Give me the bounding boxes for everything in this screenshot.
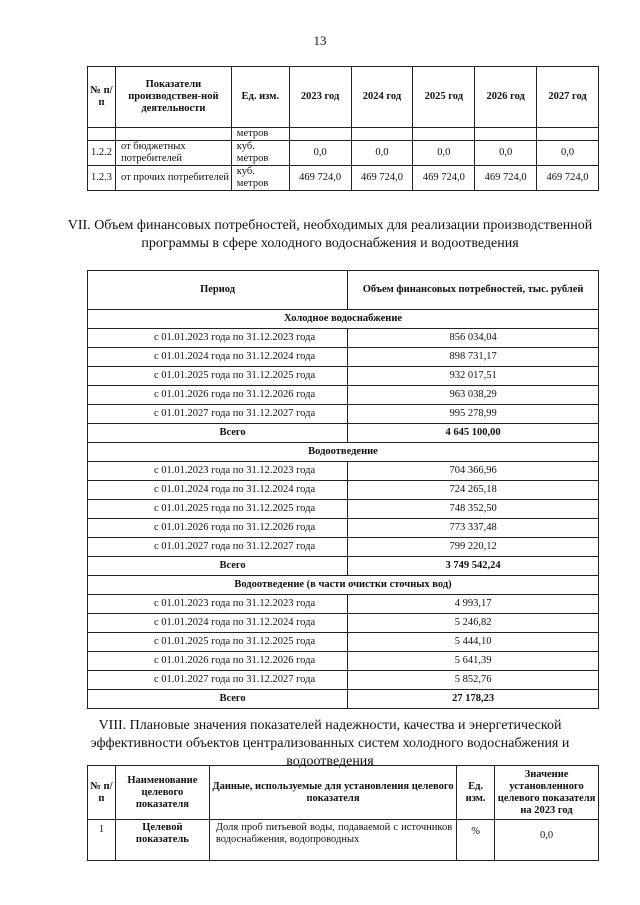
period-cell: с 01.01.2027 года по 31.12.2027 года — [88, 405, 348, 424]
row-num: 1.2.2 — [88, 141, 116, 166]
period-cell: с 01.01.2023 года по 31.12.2023 года — [88, 595, 348, 614]
table-row — [88, 141, 599, 166]
table-row — [88, 595, 599, 614]
group-title: Водоотведение — [88, 443, 599, 462]
total-label: Всего — [88, 690, 348, 709]
group-title: Холодное водоснабжение — [88, 310, 599, 329]
table-row — [88, 538, 599, 557]
table-row — [88, 671, 599, 690]
row-name: от бюджетных потребителей — [115, 141, 231, 166]
table-row — [88, 462, 599, 481]
table-row — [88, 405, 599, 424]
table-row — [88, 519, 599, 538]
table-row — [88, 386, 599, 405]
header-year-2024: 2024 год — [351, 67, 413, 128]
period-cell: с 01.01.2025 года по 31.12.2025 года — [88, 367, 348, 386]
header-target-value: Значение установленного целевого показателя на 2023 год — [495, 766, 599, 820]
section-7-title: VII. Объем финансовых потребностей, необходимых для реализации производственной программы в сфере холодного водоснабжения и водоотведения — [67, 218, 593, 251]
value-cell: 856 034,04 — [348, 329, 599, 348]
row-name: Целевой показатель — [115, 820, 209, 861]
row-description: Доля проб питьевой воды, подаваемой с источников водоснабжения, водопроводных — [209, 820, 456, 861]
header-financial-volume: Объем финансовых потребностей, тыс. рублей — [348, 271, 599, 310]
unit-cell: % — [457, 820, 495, 861]
value-cell: 469 724,0 — [475, 166, 537, 191]
header-period: Период — [88, 271, 348, 310]
production-indicators-table — [87, 66, 599, 191]
table-row — [88, 633, 599, 652]
total-row — [88, 424, 599, 443]
header-unit: Ед. изм. — [231, 67, 289, 128]
header-num: № п/п — [88, 766, 116, 820]
value-cell: 773 337,48 — [348, 519, 599, 538]
value-cell: 5 641,39 — [348, 652, 599, 671]
table-row — [88, 500, 599, 519]
total-value: 3 749 542,24 — [348, 557, 599, 576]
header-year-2026: 2026 год — [475, 67, 537, 128]
value-cell: 0,0 — [413, 141, 475, 166]
period-cell: с 01.01.2024 года по 31.12.2024 года — [88, 614, 348, 633]
header-year-2025: 2025 год — [413, 67, 475, 128]
header-indicator-name: Наименование целевого показателя — [115, 766, 209, 820]
value-cell: 799 220,12 — [348, 538, 599, 557]
target-indicators-table — [87, 765, 599, 861]
total-value: 4 645 100,00 — [348, 424, 599, 443]
header-indicator: Показатели производствен-ной деятельности — [115, 67, 231, 128]
section-row — [88, 310, 599, 329]
value-cell: 963 038,29 — [348, 386, 599, 405]
value-cell: 995 278,99 — [348, 405, 599, 424]
period-cell: с 01.01.2026 года по 31.12.2026 года — [88, 386, 348, 405]
header-num: № п/п — [88, 67, 116, 128]
total-row — [88, 557, 599, 576]
period-cell: с 01.01.2026 года по 31.12.2026 года — [88, 519, 348, 538]
table-row — [88, 329, 599, 348]
group-title: Водоотведение (в части очистки сточных вод) — [88, 576, 599, 595]
unit-cell: куб. метров — [231, 166, 289, 191]
header-unit: Ед. изм. — [457, 766, 495, 820]
value-cell: 0,0 — [351, 141, 413, 166]
header-year-2023: 2023 год — [289, 67, 351, 128]
table-row — [88, 128, 599, 141]
total-value: 27 178,23 — [348, 690, 599, 709]
section-8-title: VIII. Плановые значения показателей надежности, качества и энергетической эффективности объектов централизованных систем холодного водоснабжения и водоотведения — [90, 718, 570, 769]
table-row — [88, 820, 599, 861]
period-cell: с 01.01.2024 года по 31.12.2024 года — [88, 348, 348, 367]
value-cell: 469 724,0 — [537, 166, 599, 191]
unit-cell: куб. метров — [231, 141, 289, 166]
value-cell: 5 246,82 — [348, 614, 599, 633]
value-cell: 469 724,0 — [413, 166, 475, 191]
table-row — [88, 166, 599, 191]
period-cell: с 01.01.2026 года по 31.12.2026 года — [88, 652, 348, 671]
total-label: Всего — [88, 424, 348, 443]
period-cell: с 01.01.2025 года по 31.12.2025 года — [88, 633, 348, 652]
page-number: 13 — [313, 33, 327, 48]
table-row — [88, 367, 599, 386]
table-row — [88, 348, 599, 367]
section-row — [88, 576, 599, 595]
table-row — [88, 481, 599, 500]
period-cell: с 01.01.2023 года по 31.12.2023 года — [88, 329, 348, 348]
total-row — [88, 690, 599, 709]
row-num: 1 — [88, 820, 116, 861]
value-cell: 898 731,17 — [348, 348, 599, 367]
section-row — [88, 443, 599, 462]
period-cell: с 01.01.2027 года по 31.12.2027 года — [88, 538, 348, 557]
value-cell: 4 993,17 — [348, 595, 599, 614]
value-cell: 932 017,51 — [348, 367, 599, 386]
value-cell: 748 352,50 — [348, 500, 599, 519]
period-cell: с 01.01.2023 года по 31.12.2023 года — [88, 462, 348, 481]
table-row — [88, 614, 599, 633]
table-row — [88, 652, 599, 671]
value-cell: 5 852,76 — [348, 671, 599, 690]
header-data-used: Данные, используемые для установления целевого показателя — [209, 766, 456, 820]
period-cell: с 01.01.2027 года по 31.12.2027 года — [88, 671, 348, 690]
total-label: Всего — [88, 557, 348, 576]
row-num: 1.2.3 — [88, 166, 116, 191]
value-cell: 0,0 — [289, 141, 351, 166]
period-cell: с 01.01.2024 года по 31.12.2024 года — [88, 481, 348, 500]
value-cell: 469 724,0 — [289, 166, 351, 191]
value-cell: 724 265,18 — [348, 481, 599, 500]
period-cell: с 01.01.2025 года по 31.12.2025 года — [88, 500, 348, 519]
value-cell: 0,0 — [537, 141, 599, 166]
unit-cell: метров — [231, 128, 289, 141]
row-name: от прочих потребителей — [115, 166, 231, 191]
value-cell: 704 366,96 — [348, 462, 599, 481]
value-cell: 5 444,10 — [348, 633, 599, 652]
header-year-2027: 2027 год — [537, 67, 599, 128]
value-cell: 469 724,0 — [351, 166, 413, 191]
financial-needs-table — [87, 270, 599, 709]
value-cell: 0,0 — [475, 141, 537, 166]
value-cell: 0,0 — [495, 820, 599, 861]
